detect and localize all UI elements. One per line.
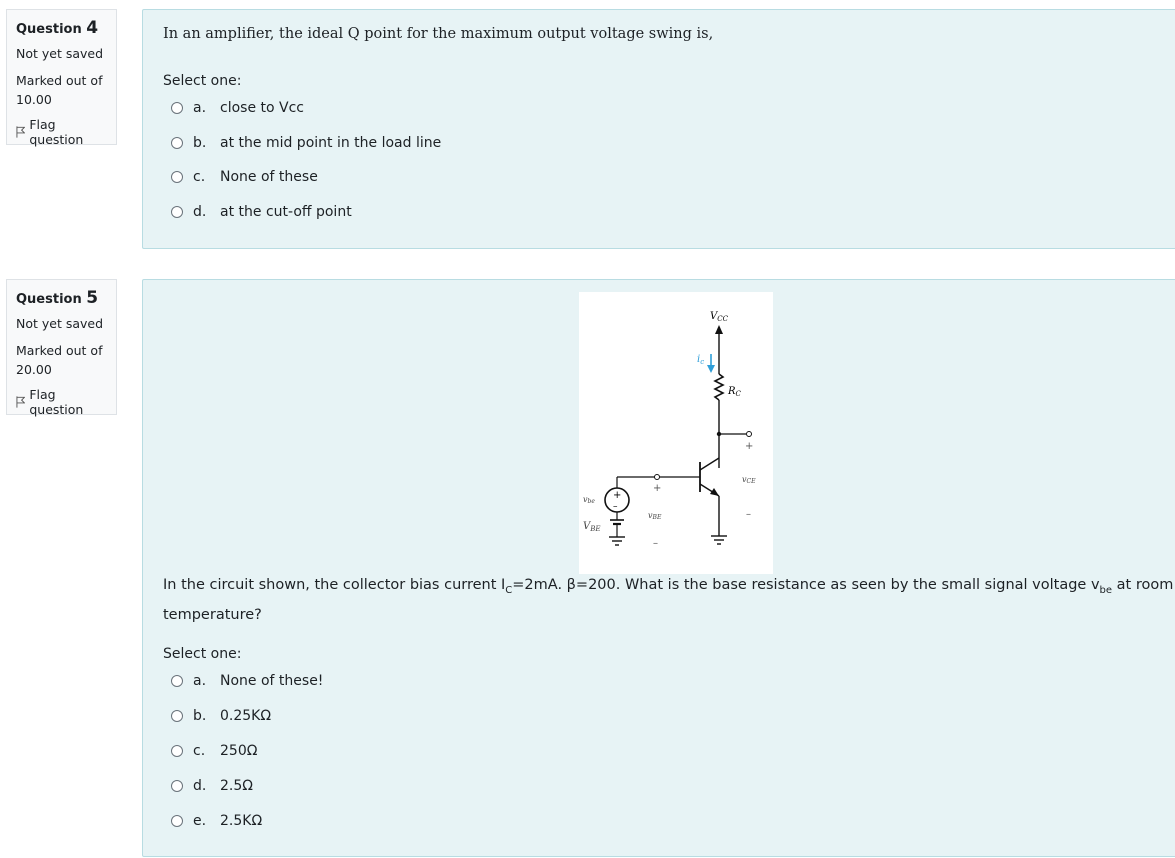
radio-button[interactable] (171, 137, 183, 149)
answer-option-b[interactable] (171, 708, 271, 724)
radio-button[interactable] (171, 102, 183, 114)
option-text: None of these! (220, 673, 324, 689)
radio-button[interactable] (171, 675, 183, 687)
resistor-icon (715, 374, 723, 400)
question-number (16, 18, 108, 38)
option-letter: a. (193, 673, 207, 689)
option-text: 250Ω (220, 743, 258, 759)
option-text: 2.5Ω (220, 778, 253, 794)
select-one-prompt: Select one: (163, 646, 242, 662)
vce-label: vCE (742, 475, 756, 485)
option-letter: a. (193, 100, 207, 116)
option-text: 0.25KΩ (220, 708, 272, 724)
answer-option-c[interactable] (171, 169, 318, 185)
vbe-plus-label: + (653, 483, 662, 494)
circuit-diagram (579, 292, 773, 574)
current-arrow-icon (707, 365, 715, 373)
source-minus-label: – (613, 502, 618, 512)
radio-button[interactable] (171, 206, 183, 218)
flag-question-link[interactable] (16, 117, 108, 147)
question-label: Question (16, 22, 82, 37)
option-text: at the mid point in the load line (220, 135, 442, 151)
answer-option-e[interactable] (171, 813, 262, 829)
option-letter: d. (193, 204, 207, 220)
flag-question-label: Flag question (29, 387, 84, 417)
answer-option-a[interactable] (171, 673, 323, 689)
vcc-label: $V_{CC}$ (710, 311, 728, 323)
option-letter: b. (193, 135, 207, 151)
option-letter: d. (193, 778, 207, 794)
question-label: Question (16, 292, 82, 307)
radio-button[interactable] (171, 780, 183, 792)
question-grade: Marked out of 10.00 (16, 73, 103, 107)
question-text: In the circuit shown, the collector bias current $I_C=2mA$. β=200. What is the base resistance as seen by the small signal voltage $v_{be}$ at room temperature? (163, 577, 1174, 623)
flag-icon (16, 396, 25, 408)
answer-option-c[interactable] (171, 743, 257, 759)
question-4-content (142, 9, 1175, 249)
question-number-value: 5 (86, 288, 99, 308)
ic-label: $i_c$ (697, 354, 705, 366)
question-number-value: 4 (86, 18, 99, 38)
option-letter: b. (193, 708, 207, 724)
option-letter: c. (193, 743, 206, 759)
flag-question-link[interactable] (16, 387, 108, 417)
question-state: Not yet saved (16, 46, 104, 61)
answer-option-b[interactable] (171, 135, 441, 151)
answer-option-a[interactable] (171, 100, 304, 116)
question-number (16, 288, 108, 308)
option-text: close to Vcc (220, 100, 304, 116)
vce-plus-label: + (745, 441, 754, 452)
vBE-label: vBE (648, 511, 662, 521)
option-text: at the cut-off point (220, 204, 352, 220)
vce-minus-label: – (746, 509, 751, 520)
rc-label: $R_C$ (728, 386, 741, 398)
flag-icon (16, 126, 25, 138)
answer-option-d[interactable] (171, 204, 352, 220)
option-text: 2.5KΩ (220, 813, 263, 829)
question-5-content (142, 279, 1175, 857)
source-plus-label: + (613, 490, 622, 501)
option-letter: e. (193, 813, 207, 829)
vbe-minus-label: – (653, 538, 658, 549)
select-one-prompt: Select one: (163, 73, 242, 89)
option-text: None of these (220, 169, 318, 185)
question-5-info (6, 279, 117, 415)
VBE-label: $V_{BE}$ (583, 521, 601, 533)
flag-question-label: Flag question (29, 117, 84, 147)
radio-button[interactable] (171, 815, 183, 827)
vcc-arrow-icon (715, 325, 723, 334)
answer-option-d[interactable] (171, 778, 253, 794)
question-grade: Marked out of 20.00 (16, 343, 103, 377)
vbe-source-label: vbe (583, 495, 595, 505)
question-text: In an amplifier, the ideal Q point for the maximum output voltage swing is, (163, 26, 714, 42)
radio-button[interactable] (171, 710, 183, 722)
radio-button[interactable] (171, 745, 183, 757)
question-state: Not yet saved (16, 316, 104, 331)
option-letter: c. (193, 169, 206, 185)
question-4-info (6, 9, 117, 145)
radio-button[interactable] (171, 171, 183, 183)
